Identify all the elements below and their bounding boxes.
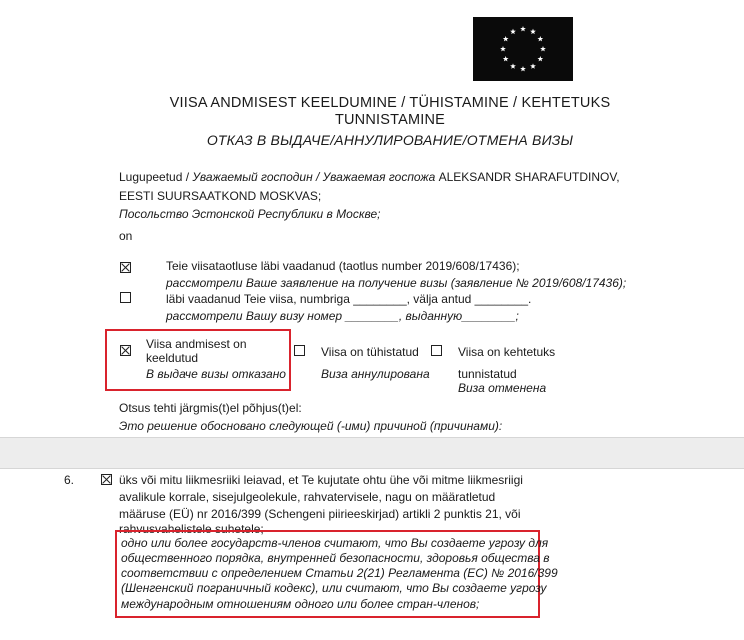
application-checkbox[interactable] [120,262,131,273]
reason-6-et-line4: rahvusvahelistele suhetele; [119,522,264,536]
authority-ru: Посольство Эстонской Республики в Москве; [119,207,381,221]
reason-6-ru-line2: общественного порядка, внутренней безопасности, здоровья общества в [121,551,550,565]
reason-number: 6. [64,473,75,487]
reasons-heading-et: Otsus tehti järgmis(t)el põhjus(t)el: [119,401,302,415]
reason-6-et-line1: üks või mitu liikmesriiki leiavad, et Te kujutate ohtu ühe või mitme liikmesriigi [119,473,523,487]
reasons-heading-ru: Это решение обосновано следующей (-ими) причиной (причинами): [119,419,503,433]
salutation-et: Lugupeetud / [119,170,190,184]
reason-6-checkbox[interactable] [101,474,112,485]
refused-et-line2: keeldutud [146,351,199,365]
salutation-ru: Уважаемый господин / Уважаемая госпожа [192,170,436,184]
visa-review-ru: рассмотрели Вашу визу номер ________, выданную________; [166,309,519,323]
refused-ru: В выдаче визы отказано [146,367,286,381]
authority-et: EESTI SUURSAATKOND MOSKVAS; [119,189,322,203]
reason-6-ru-line5: международным отношениям одного или более стран-членов; [121,597,480,611]
annulled-ru: Виза аннулирована [321,367,430,381]
reason-6-ru-line1: одно или более государств-членов считают, что Вы создаете угрозу для [121,536,549,550]
title-et-line1: VIISA ANDMISEST KEELDUMINE / TÜHISTAMINE / KEHTETUKS [169,95,611,111]
on-label: on [119,229,133,243]
reason-6-et-line3: määruse (EÜ) nr 2016/399 (Schengeni piirieeskirjad) artikli 2 punktis 21, või [119,507,521,521]
page-break-band [0,437,744,469]
annulled-checkbox[interactable] [294,345,305,356]
applicant-name: ALEKSANDR SHARAFUTDINOV, [438,170,620,184]
visa-review-checkbox[interactable] [120,292,131,303]
eu-flag-icon [473,17,573,81]
title-ru: ОТКАЗ В ВЫДАЧЕ/АННУЛИРОВАНИЕ/ОТМЕНА ВИЗЫ [206,132,574,148]
revoked-et-line2: tunnistatud [458,367,517,381]
title-et-line2: TUNNISTAMINE [334,112,446,128]
salutation-line [119,170,620,184]
annulled-et: Viisa on tühistatud [321,345,419,359]
revoked-ru: Виза отменена [458,381,547,395]
reason-6-ru-line3: соответствии с определением Статьи 2(21) Регламента (ЕС) № 2016/399 [121,566,558,580]
revoked-checkbox[interactable] [431,345,442,356]
revoked-et-line1: Viisa on kehtetuks [458,345,556,359]
application-et: Teie viisataotluse läbi vaadanud (taotlus number 2019/608/17436); [166,259,520,273]
refused-et-line1: Viisa andmisest on [146,337,247,351]
application-ru: рассмотрели Ваше заявление на получение визы (заявление № 2019/608/17436); [166,276,627,290]
refused-checkbox[interactable] [120,345,131,356]
visa-review-et: läbi vaadanud Teie viisa, numbriga ________, välja antud ________. [166,292,532,306]
reason-6-ru-line4: (Шенгенский пограничный кодекс), или считают, что Вы создаете угрозу [121,581,547,595]
reason-6-et-line2: avalikule korrale, sisejulgeolekule, rahvatervisele, nagu on määratletud [119,490,496,504]
